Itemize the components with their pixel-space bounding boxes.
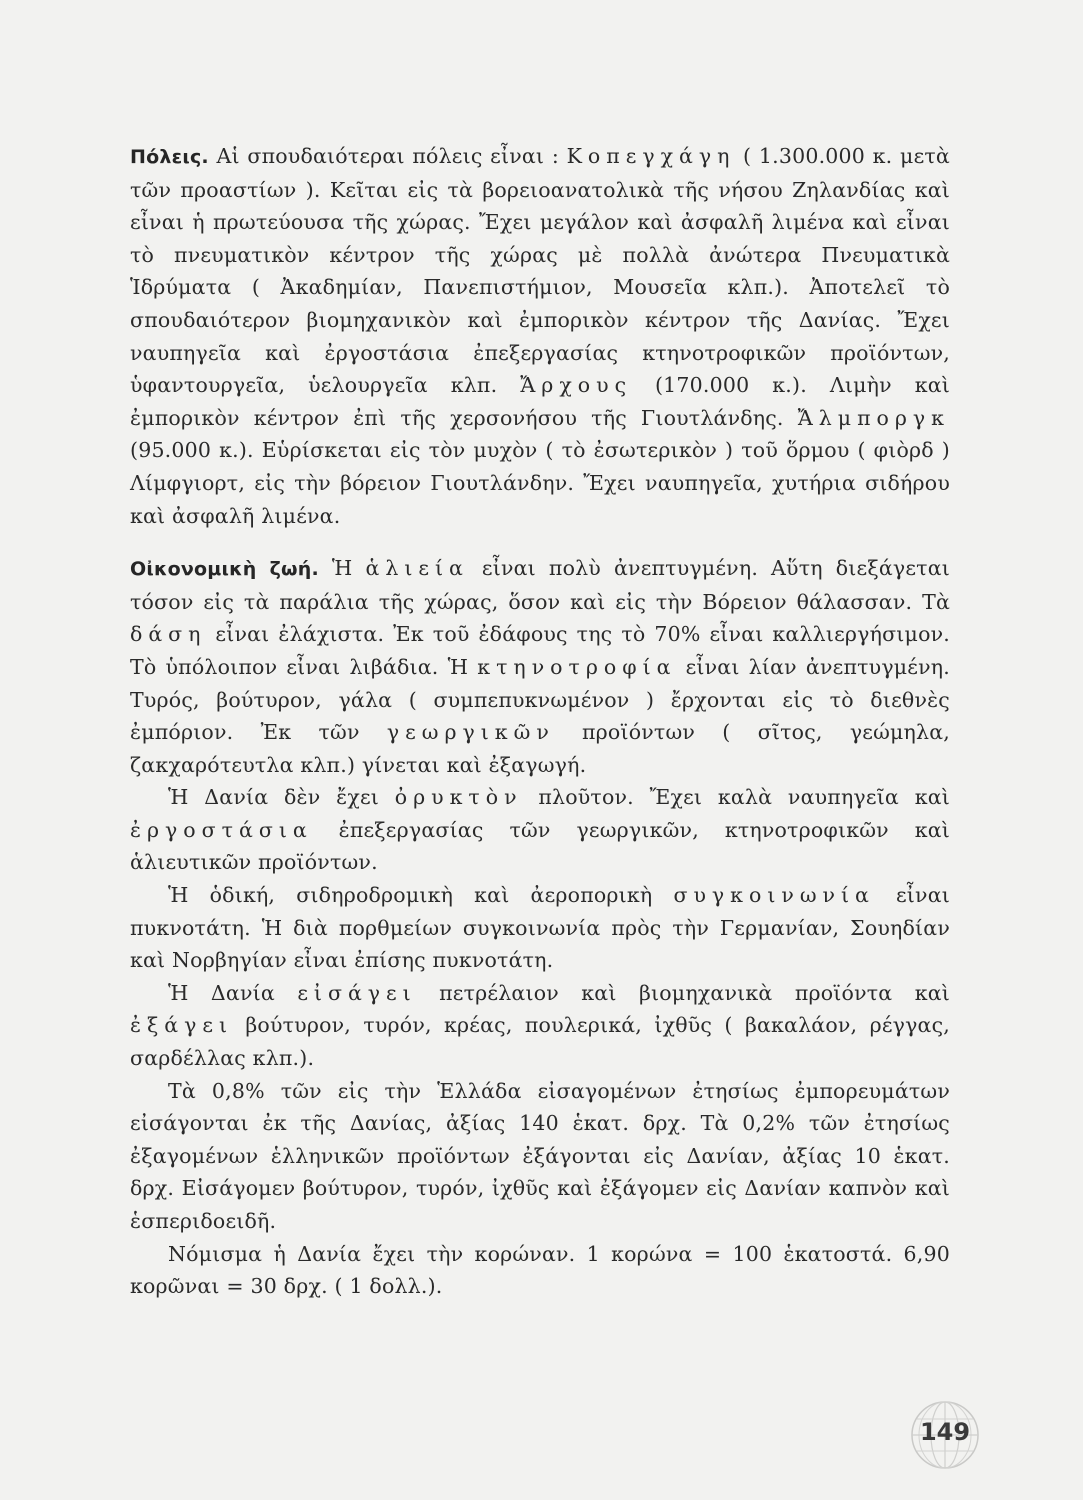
- term-forests: δάση: [130, 622, 207, 647]
- term-fishing: ἁλιεία: [365, 556, 469, 581]
- term-exports: ἐξάγει: [130, 1013, 234, 1038]
- page-number-badge: [908, 1398, 982, 1472]
- paragraph-communications: Ἡ ὁδική, σιδηροδρομικὴ καὶ ἀεροπορικὴ συγκοινωνία εἶναι πυκνοτάτη. Ἡ διὰ πορθμείων συγκοινωνία πρὸς τὴν Γερμανίαν, Σουηδίαν καὶ Νορβηγίαν εἶναι ἐπίσης πυκνοτάτη.: [130, 883, 950, 973]
- city-arhus: Ἄρχους: [520, 373, 633, 398]
- heading-cities: Πόλεις.: [130, 146, 209, 168]
- paragraph-economy: Οἰκονομικὴ ζωή. Ἡ ἁλιεία εἶναι πολὺ ἀνεπτυγμένη. Αὕτη διεξάγεται τόσον εἰς τὰ παράλια τῆς χώρας, ὅσον καὶ εἰς τὴν Βόρειον θάλασσαν. Τὰ δάση εἶναι ἐλάχιστα. Ἐκ τοῦ ἐδάφους της τὸ 70% εἶναι καλλιεργήσιμον. Τὸ ὑπόλοιπον εἶναι λιβάδια. Ἡ κτηνοτροφία εἶναι λίαν ἀνεπτυγμένη. Τυρός, βούτυρον, γάλα ( συμπεπυκνωμένον ) ἔρχονται εἰς τὸ διεθνὲς ἐμπόριον. Ἐκ τῶν γεωργικῶν προϊόντων ( σῖτος, γεώμηλα, ζακχαρότευτλα κλπ.) γίνεται καὶ ἐξαγωγή.: [130, 556, 950, 777]
- paragraph-mineral: Ἡ Δανία δὲν ἔχει ὀρυκτὸν πλοῦτον. Ἔχει καλὰ ναυπηγεῖα καὶ ἐργοστάσια ἐπεξεργασίας τῶν γεωργικῶν, κτηνοτροφικῶν καὶ ἁλιευτικῶν προϊόντων.: [130, 785, 951, 875]
- term-imports: εἰσάγει: [297, 980, 417, 1005]
- term-livestock: κτηνοτροφία: [477, 654, 677, 679]
- page-body: [130, 140, 950, 1303]
- heading-economy: Οἰκονομικὴ ζωή.: [130, 558, 319, 581]
- term-mineral: ὀρυκτὸν: [394, 785, 523, 810]
- paragraph-trade: Ἡ Δανία εἰσάγει πετρέλαιον καὶ βιομηχανικὰ προϊόντα καὶ ἐξάγει βούτυρον, τυρόν, κρέας, πουλερικά, ἰχθῦς ( βακαλάον, ρέγγας, σαρδέλλας κλπ.).: [130, 980, 950, 1071]
- city-aalborg: Ἄλμποργκ: [797, 405, 950, 430]
- paragraph-cities: Πόλεις. Αἱ σπουδαιότεραι πόλεις εἶναι : Κοπεγχάγη ( 1.300.000 κ. μετὰ τῶν προαστίων ). Κεῖται εἰς τὰ βορειοανατολικὰ τῆς νήσου Ζηλανδίας καὶ εἶναι ἡ πρωτεύουσα τῆς χώρας. Ἔχει μεγάλον καὶ ἀσφαλῆ λιμένα καὶ εἶναι τὸ πνευματικὸν κέντρον τῆς χώρας μὲ πολλὰ ἀνώτερα Πνευματικὰ Ἱδρύματα ( Ἀκαδημίαν, Πανεπιστήμιον, Μουσεῖα κλπ.). Ἀποτελεῖ τὸ σπουδαιότερον βιομηχανικὸν καὶ ἐμπορικὸν κέντρον τῆς Δανίας. Ἔχει ναυπηγεῖα καὶ ἐργοστάσια ἐπεξεργασίας κτηνοτροφικῶν προϊόντων, ὑφαντουργεῖα, ὑελουργεῖα κλπ. Ἄρχους (170.000 κ.). Λιμὴν καὶ ἐμπορικὸν κέντρον ἐπὶ τῆς χερσονήσου τῆς Γιουτλάνδης. Ἄλμποργκ (95.000 κ.). Εὑρίσκεται εἰς τὸν μυχὸν ( τὸ ἐσωτερικὸν ) τοῦ ὅρμου ( φιὸρδ ) Λίμφγιορτ, εἰς τὴν βόρειον Γιουτλάνδην. Ἔχει ναυπηγεῖα, χυτήρια σιδήρου καὶ ἀσφαλῆ λιμένα.: [130, 144, 950, 528]
- term-agricultural: γεωργικῶν: [386, 720, 555, 745]
- paragraph-greece-trade: Τὰ 0,8% τῶν εἰς τὴν Ἑλλάδα εἰσαγομένων ἐτησίως ἐμπορευμάτων εἰσάγονται ἐκ τῆς Δανίας, ἀξίας 140 ἑκατ. δρχ. Τὰ 0,2% τῶν ἐτησίως ἐξαγομένων ἑλληνικῶν προϊόντων ἐξάγονται εἰς Δανίαν, ἀξίας 10 ἑκατ. δρχ. Εἰσάγομεν βούτυρον, τυρόν, ἰχθῦς καὶ ἐξάγομεν εἰς Δανίαν καπνὸν καὶ ἑσπεριδοειδῆ.: [130, 1078, 950, 1233]
- term-factories: ἐργοστάσια: [130, 817, 313, 842]
- paragraph-currency: Νόμισμα ἡ Δανία ἔχει τὴν κορώναν. 1 κορώνα = 100 ἑκατοστά. 6,90 κορῶναι = 30 δρχ. ( 1 δολλ.).: [130, 1241, 950, 1299]
- term-communication: συγκοινωνία: [673, 883, 875, 908]
- city-copenhagen: Κοπεγχάγη: [566, 144, 736, 168]
- page-number: 149: [919, 1418, 971, 1446]
